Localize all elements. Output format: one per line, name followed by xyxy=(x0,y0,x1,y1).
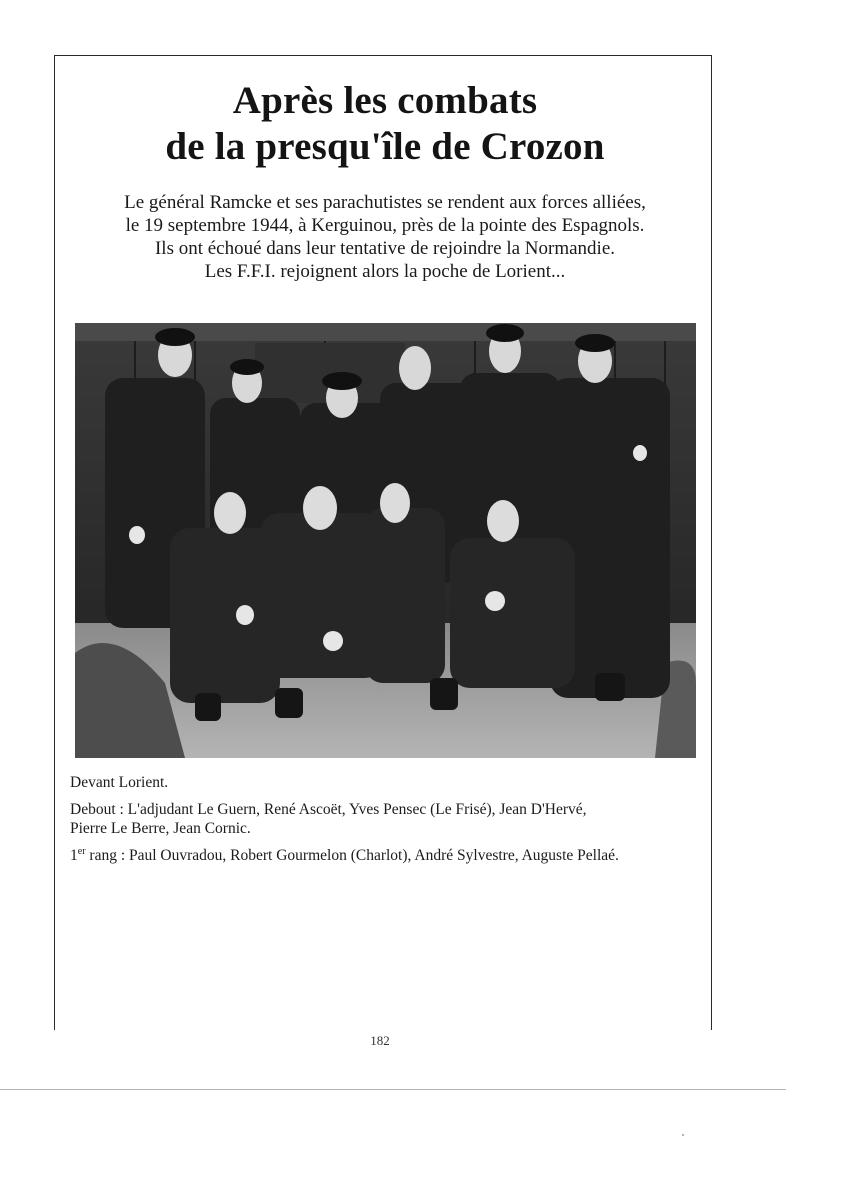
caption-location: Devant Lorient. xyxy=(70,774,169,791)
caption-standing xyxy=(70,800,700,838)
first-rank-prefix: 1 xyxy=(70,847,78,864)
first-rank-text: rang : Paul Ouvradou, Robert Gourmelon (Charlot), André Sylvestre, Auguste Pellaé. xyxy=(85,847,619,864)
title-line-2: de la presqu'île de Crozon xyxy=(165,125,605,168)
page-title xyxy=(60,78,710,170)
title-line-1: Après les combats xyxy=(232,79,538,122)
page-number: 182 xyxy=(370,1033,390,1048)
group-photo xyxy=(75,323,696,758)
lead-paragraph xyxy=(60,191,710,283)
photo-captions xyxy=(70,773,700,873)
caption-first-rank xyxy=(70,846,700,865)
lead-line-2: le 19 septembre 1944, à Kerguinou, près de la pointe des Espagnols. xyxy=(125,215,645,236)
lead-line-3: Ils ont échoué dans leur tentative de rejoindre la Normandie. xyxy=(154,238,616,259)
caption-standing-line-1: Debout : L'adjudant Le Guern, René Ascoët, Yves Pensec (Le Frisé), Jean D'Hervé, xyxy=(70,801,587,818)
first-rank-superscript: er xyxy=(77,845,86,857)
group-photo-image xyxy=(75,323,696,758)
lead-line-4: Les F.F.I. rejoignent alors la poche de Lorient... xyxy=(204,261,566,282)
scan-speck xyxy=(682,1134,684,1136)
caption-standing-line-2: Pierre Le Berre, Jean Cornic. xyxy=(70,820,251,837)
lead-line-1: Le général Ramcke et ses parachutistes se rendent aux forces alliées, xyxy=(124,192,646,213)
bottom-rule xyxy=(0,1089,786,1090)
